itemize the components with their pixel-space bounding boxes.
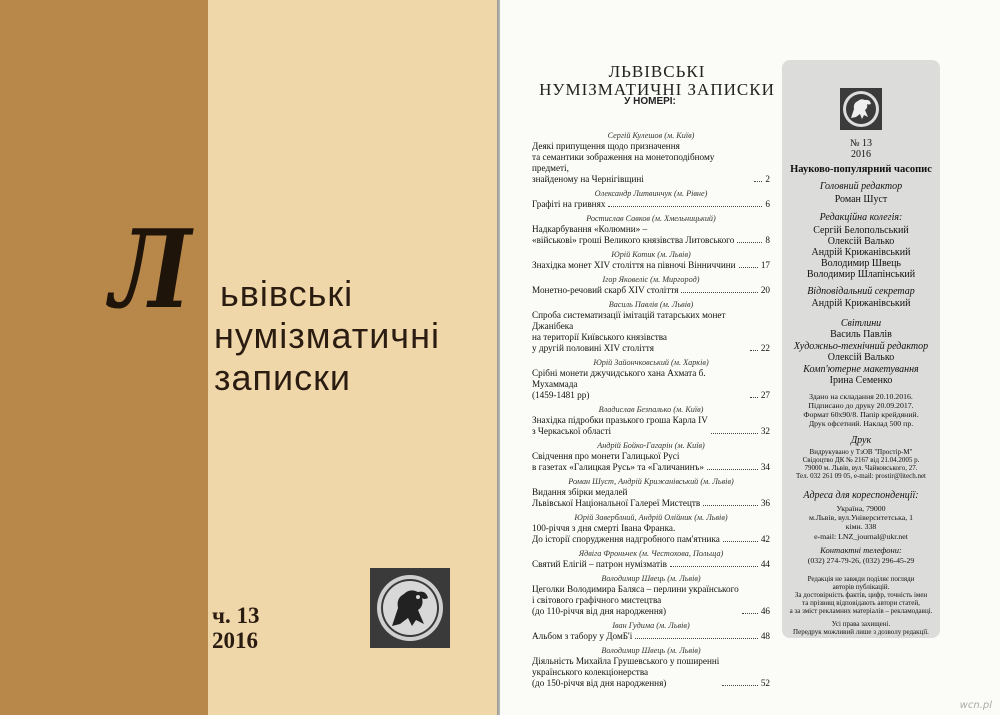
toc-author: Ігор Яковеліс (м. Миргород) — [602, 275, 700, 284]
toc-author: Володимир Швець (м. Львів) — [601, 574, 701, 583]
address-line: Україна, 79000 — [836, 504, 886, 513]
toc-author: Ростислав Савков (м. Хмельницький) — [586, 214, 716, 223]
toc-author: Владислав Безпалько (м. Київ) — [598, 405, 704, 414]
secretary-name: Андрій Крижанівський — [811, 298, 911, 309]
photos-label: Світлини — [840, 318, 882, 329]
toc-entry — [532, 512, 770, 545]
toc-leader-dots — [608, 206, 762, 207]
watermark: wcn.pl — [959, 700, 992, 711]
cover-title-line1: ьвівські — [220, 273, 354, 314]
toc-entry — [532, 440, 770, 473]
board-member: Володимир Швець — [821, 258, 901, 269]
toc-author: Юрій Котик (м. Львів) — [611, 250, 691, 259]
toc-entry — [532, 299, 770, 354]
toc-leader-dots — [750, 397, 758, 398]
toc-title: Видання збірки медалей Львівської Національної Галереї Мистецтв — [532, 487, 701, 508]
toc-author: Андрій Бойко-Гагарін (м. Київ) — [597, 441, 705, 450]
toc-author: Володимир Швець (м. Львів) — [601, 646, 701, 655]
toc-author: Василь Павлів (м. Львів) — [608, 300, 694, 309]
board-member: Олексій Валько — [827, 236, 895, 247]
cover-dark-band — [0, 0, 208, 715]
toc-title-row — [532, 141, 770, 185]
email: e-mail: LNZ_journal@ukr.net — [814, 532, 908, 541]
editor-name: Роман Шуст — [834, 194, 888, 205]
toc-leader-dots — [703, 505, 758, 506]
toc-page-number: 20 — [760, 285, 770, 295]
toc-leader-dots — [739, 267, 758, 268]
toc-title-row — [532, 584, 770, 617]
toc-page-number: 34 — [760, 462, 770, 472]
secretary-label: Відповідальний секретар — [807, 286, 915, 297]
toc-leader-dots — [670, 566, 758, 567]
board-label: Редакційна колегія: — [819, 212, 903, 223]
phones: (032) 274-79-26, (032) 296-45-29 — [807, 556, 915, 565]
toc-title: Монетно-речовий скарб XIV століття — [532, 285, 679, 295]
masthead-panel — [782, 60, 940, 638]
toc-title-row — [532, 631, 770, 642]
toc-leader-dots — [737, 242, 762, 243]
cover-title-initial: Л — [110, 207, 192, 333]
toc-title-row — [532, 224, 770, 246]
toc-entry — [532, 573, 770, 617]
toc-page-number: 22 — [760, 343, 770, 353]
journal-title-line1: ЛЬВІВСЬКІ — [608, 62, 706, 81]
toc-leader-dots — [750, 350, 758, 351]
board-member: Андрій Крижанівський — [811, 247, 911, 258]
toc-entry — [532, 404, 770, 437]
address-line: м.Львів, вул.Університетська, 1 — [808, 513, 914, 522]
toc-title: 100-річчя з дня смерті Івана Франка. До історії спорудження надгробного пам'ятника — [532, 523, 720, 544]
rights-line: Передрук можливий лише з дозволу редакції. — [793, 628, 929, 636]
toc-page-number: 36 — [760, 498, 770, 508]
toc-entry — [532, 274, 770, 296]
toc-leader-dots — [722, 685, 757, 686]
in-issue-heading: У НОМЕРІ: — [624, 96, 676, 107]
toc-author: Ядвіга Фроньчек (м. Честохова, Польща) — [578, 549, 724, 558]
toc-title: Діяльність Михайла Грушевського у поширенні українського колекціонерства (до 150-річчя від дня народження) — [532, 656, 720, 688]
toc-page-number: 32 — [760, 426, 770, 436]
journal-type: Науково-популярний часопис — [790, 164, 932, 175]
toc-title: Знахідка монет XIV століття на півночі Вінниччини — [532, 260, 736, 270]
disclaimer-line: а за зміст рекламних матеріалів – рекламодавці. — [789, 607, 933, 615]
print-info: Здано на складання 20.10.2016. — [809, 392, 913, 401]
toc-author: Юрій Заверблний, Андрій Олійник (м. Львів) — [574, 513, 728, 522]
art-editor-name: Олексій Валько — [827, 352, 895, 363]
toc-entry — [532, 213, 770, 246]
toc-title-row — [532, 451, 770, 473]
disclaimer-line: авторів публікацій. — [832, 583, 890, 591]
toc-title-row — [532, 523, 770, 545]
toc-author: Роман Шуст, Андрій Крижанівський (м. Львів) — [568, 477, 734, 486]
disclaimer-line: та прізвищ відповідають автори статей, — [802, 599, 920, 607]
toc-title-row — [532, 487, 770, 509]
toc-leader-dots — [723, 541, 758, 542]
toc-title-row — [532, 310, 770, 354]
toc-leader-dots — [635, 638, 758, 639]
toc-title: Знахідка підробки празького гроша Карла IV з Черкаської області — [532, 415, 708, 436]
toc-title: Надкарбування «Колюмни» – «військові» гроші Великого князівства Литовського — [532, 224, 735, 245]
toc-title: Деякі припущення щодо призначення та семантики зображення на монетоподібному предметі, знайденому на Чернігівщині — [532, 141, 715, 184]
toc-entry — [532, 476, 770, 509]
cover-year: 2016 — [212, 628, 258, 653]
journal-title-line2: НУМІЗМАТИЧНІ ЗАПИСКИ — [539, 80, 775, 99]
disclaimer-line: За достовірність фактів, цифр, точність імен — [794, 591, 928, 599]
disclaimer-line: Редакція не завжди поділяє погляди — [807, 575, 915, 583]
toc-title-row — [532, 285, 770, 296]
toc-entry — [532, 645, 770, 689]
toc-entry — [532, 357, 770, 401]
toc-page-number: 8 — [765, 235, 770, 245]
print-info: Підписано до друку 20.09.2017. — [808, 401, 914, 410]
toc-title-row — [532, 260, 770, 271]
toc-page-number: 44 — [760, 559, 770, 569]
toc-title-row — [532, 368, 770, 401]
toc-page-number: 2 — [765, 174, 770, 184]
editor-label: Головний редактор — [819, 181, 903, 192]
board-member: Сергій Белопольський — [813, 225, 909, 236]
toc-leader-dots — [681, 292, 757, 293]
panel-year: 2016 — [851, 149, 871, 160]
table-of-contents — [532, 130, 770, 692]
printer-label: Друк — [850, 435, 872, 446]
print-info: Друк офсетний. Наклад 500 пр. — [808, 419, 914, 428]
toc-title: Святий Елігій – патрон нумізматів — [532, 559, 667, 569]
toc-entry — [532, 249, 770, 271]
toc-title: Срібні монети джучидського хана Ахмата б. Мухаммада (1459-1481 рр) — [532, 368, 706, 400]
toc-leader-dots — [711, 433, 758, 434]
toc-title-row — [532, 415, 770, 437]
cover-title-line3: записки — [214, 357, 351, 398]
toc-title-row — [532, 199, 770, 210]
cover-issue-number: ч. 13 — [212, 603, 260, 628]
layout-label: Комп'ютерне макетування — [803, 364, 919, 375]
toc-title-row — [532, 656, 770, 689]
contents-page — [500, 0, 1000, 715]
toc-title: Цеголки Володимира Баляса – перлини українського і світового графічного мистецтва (до 110-річчя від дня народження) — [532, 584, 739, 616]
toc-title-row — [532, 559, 770, 570]
toc-entry — [532, 548, 770, 570]
print-info: Формат 60х90/8. Папір крейдяний. — [803, 410, 919, 419]
toc-page-number: 52 — [760, 678, 770, 688]
address-label: Адреса для кореспонденції: — [803, 490, 919, 501]
board-member: Володимир Шлапінський — [806, 269, 916, 280]
printer-info: Видрукувано у ТзОВ "Простір-М" — [809, 448, 913, 456]
lion-emblem-small-icon — [840, 88, 882, 130]
toc-entry — [532, 130, 770, 185]
rights-line: Усі права захищені. — [831, 620, 891, 628]
panel-issue-number: № 13 — [849, 138, 873, 149]
toc-page-number: 17 — [760, 260, 770, 270]
layout-name: Ірина Семенко — [829, 375, 893, 386]
printer-info: 79000 м. Львів, вул. Чайковського, 27. — [804, 464, 918, 472]
toc-page-number: 42 — [760, 534, 770, 544]
toc-author: Олександр Литвинчук (м. Рівне) — [594, 189, 708, 198]
toc-title: Свідчення про монети Галицької Русі в газетах «Галицкая Русь» та «Галичанинъ» — [532, 451, 704, 472]
toc-entry — [532, 620, 770, 642]
toc-page-number: 6 — [765, 199, 770, 209]
toc-entry — [532, 188, 770, 210]
cover-title-line2: нумізматичні — [214, 315, 440, 356]
toc-author: Юрій Зайончковський (м. Харків) — [593, 358, 709, 367]
toc-author: Сергій Кулешов (м. Київ) — [607, 131, 695, 140]
toc-leader-dots — [754, 181, 762, 182]
printer-info: Тел. 032 261 09 05, e-mail: prostir@litech.net — [795, 472, 926, 480]
toc-author: Іван Гудима (м. Львів) — [612, 621, 690, 630]
address-line: кімн. 338 — [845, 522, 877, 531]
journal-cover — [0, 0, 497, 715]
toc-title: Альбом з табору у ДомБ'і — [532, 631, 633, 641]
toc-page-number: 48 — [760, 631, 770, 641]
toc-page-number: 27 — [760, 390, 770, 400]
toc-leader-dots — [707, 469, 758, 470]
toc-title: Графіті на гривнях — [532, 199, 606, 209]
toc-page-number: 46 — [760, 606, 770, 616]
photos-name: Василь Павлів — [830, 329, 892, 340]
lion-emblem-icon — [370, 568, 450, 648]
toc-title: Спроба систематизації імітацій татарських монет Джанібека на території Київського князівства у другій половині XIV століття — [532, 310, 726, 353]
printer-info: Свідоцтво ДК № 2167 від 21.04.2005 р. — [802, 456, 920, 464]
phones-label: Контактні телефони: — [820, 545, 902, 555]
art-editor-label: Художньо-технічний редактор — [793, 341, 929, 352]
toc-leader-dots — [742, 613, 758, 614]
